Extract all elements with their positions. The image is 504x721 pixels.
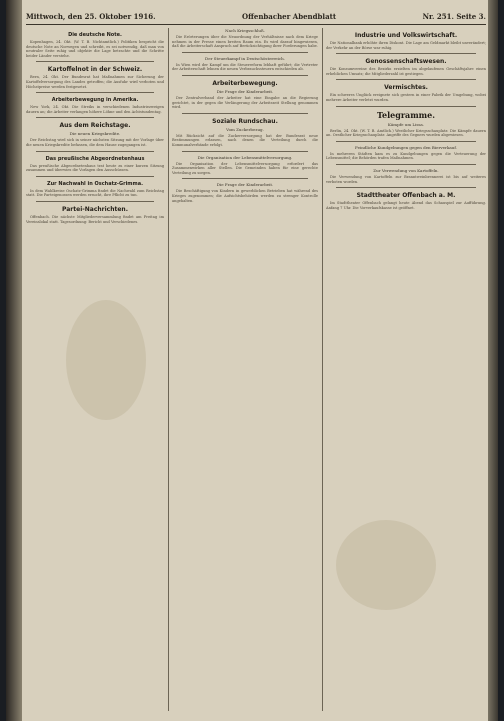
header-rule <box>26 24 486 25</box>
article-subheading: Die neuen Kriegskredite. <box>69 131 121 137</box>
column-2 <box>172 28 318 713</box>
article-heading: Genossenschaftswesen. <box>365 58 447 66</box>
page-header <box>26 8 486 24</box>
article-text: In Wien wird der Kampf um die Steuerreform lebhaft geführt; die Vertreter der Arbeiterschaft lehnen die neuen Verbrauchssteuern entschieden ab. <box>172 62 318 72</box>
article-heading: Aus dem Reichstage. <box>59 122 131 130</box>
column-1 <box>26 28 164 713</box>
article-heading: Telegramme. <box>376 109 436 120</box>
article-text: In dem Wahlkreise Oschatz-Grimma findet die Nachwahl zum Reichstag statt. Die Parteigenossen werden ersucht, ihre Pflicht zu tun. <box>26 188 164 198</box>
article-subheading: Kämpfe um Lissa. <box>387 121 425 127</box>
article-heading: Vermischtes. <box>384 84 428 92</box>
header-date: Mittwoch, den 25. Oktober 1916. <box>26 11 156 21</box>
article-text: Im Stadttheater Offenbach gelangt heute Abend das Schauspiel zur Aufführung. Anfang 7 Uhr. Die Vorverkaufskasse ist geöffnet. <box>326 201 486 210</box>
article-text: Die Verwendung von Kartoffeln zur Branntweinbrennerei ist bis auf weiteres verboten worden. <box>326 174 486 184</box>
article-heading: Partei-Nachrichten. <box>62 205 128 213</box>
column-divider <box>322 28 323 711</box>
article-subheading: Die Frage der Kinderarbeit. <box>216 88 274 94</box>
article-subheading: Zur Verwendung von Kartoffeln. <box>373 167 439 173</box>
article-heading: Kartoffelnot in der Schweiz. <box>47 66 143 74</box>
article-subheading: Feindliche Kundgebungen gegen den Bierverkauf. <box>355 144 457 150</box>
article-heading: Die deutsche Note. <box>68 32 122 38</box>
article-heading: Arbeiterbewegung. <box>212 79 278 87</box>
article-subheading: Der Steuerkampf in Deutschösterreich. <box>205 55 285 61</box>
article-text: Die Nationalbank erhöhte ihren Diskont. Die Lage am Geldmarkt bleibt unverändert; der Verkehr an der Börse war ruhig. <box>326 41 486 50</box>
newspaper-page <box>6 0 498 721</box>
article-text: Die Konsumvereine des Bezirks erzielten im abgelaufenen Geschäftsjahre einen erheblichen Umsatz; die Mitgliederzahl ist gestiegen. <box>326 67 486 76</box>
article-text: Die Beschäftigung von Kindern in gewerblichen Betrieben hat während des Krieges zugenommen; die Aufsichtsbehörden werden zu strenger Kontrolle angehalten. <box>172 189 318 203</box>
article-heading: Arbeiterbewegung in Amerika. <box>51 97 139 104</box>
header-title: Offenbacher Abendblatt <box>242 11 337 21</box>
article-text: Berlin, 24. Okt. (W. T. B. Amtlich.) Westlicher Kriegsschauplatz: Die Kämpfe dauern an. Oestlicher Kriegsschauplatz: Angriffe des Gegners wurden abgewiesen. <box>326 128 486 138</box>
article-subheading: Nach Kriegsschluß. <box>225 28 265 33</box>
article-text: Ein schweres Unglück ereignete sich gestern in einer Fabrik der Umgebung, wobei mehrere Arbeiter verletzt wurden. <box>326 93 486 102</box>
article-text: Offenbach. Die nächste Mitgliederversammlung findet am Freitag im Vereinslokal statt. Tagesordnung: Bericht und Verschiedenes. <box>26 214 164 224</box>
article-heading: Soziale Rundschau. <box>212 117 278 125</box>
article-text: Mit Rücksicht auf die Zuckerversorgung hat der Bundesrat neue Bestimmungen erlassen, nach denen die Verteilung durch die Kommunalverbände erfolgt. <box>172 133 318 147</box>
column-divider <box>168 28 169 711</box>
article-subheading: Die Organisation der Lebensmittelversorgung. <box>197 154 293 160</box>
article-subheading: Die Frage der Kinderarbeit. <box>216 182 274 188</box>
article-heading: Stadttheater Offenbach a. M. <box>356 192 456 200</box>
article-heading: Das preußische Abgeordnetenhaus <box>45 155 145 162</box>
article-text: Der Reichstag wird sich in seiner nächsten Sitzung mit der Vorlage über die neuen Kriegskredite befassen, die dem Hause zugegangen ist. <box>26 138 164 147</box>
header-page-number: Nr. 251. Seite 3. <box>422 11 486 21</box>
article-text: Das preußische Abgeordnetenhaus trat heute zu einer kurzen Sitzung zusammen und überwies die Vorlagen den Ausschüssen. <box>26 163 164 173</box>
article-text: New York, 24. Okt. Die Streiks in verschiedenen Industriezweigen dauern an; die Arbeiter verlangen höhere Löhne und den Achtstundentag. <box>26 105 164 114</box>
binding-edge-right <box>488 0 498 721</box>
binding-edge-left <box>6 0 22 721</box>
article-text: Bern, 24. Okt. Der Bundesrat hat Maßnahmen zur Sicherung der Kartoffelversorgung des Landes getroffen; die Ausfuhr wird verboten und Höchstpreise werden festgesetzt. <box>26 75 164 89</box>
column-3 <box>326 28 486 713</box>
article-text: Kopenhagen, 24. Okt. (W. T. B. Nichtamtlich.) Politiken bespricht die deutsche Note an Norwegen und schreibt, es sei notwendig, daß man von neutraler Seite ruhig und objektiv die Lage betrachte und die Schritte beider Länder verstehe. <box>26 40 164 58</box>
article-text: Die Erörterungen über die Neuordnung der Verhältnisse nach dem Kriege nehmen in der Presse einen breiten Raum ein. Es wird darauf hingewiesen, daß die Arbeiterschaft Anspruch auf Berücksichtigung ihrer Forderungen habe. <box>172 35 318 49</box>
article-text: In mehreren Städten kam es zu Kundgebungen gegen die Verteuerung der Lebensmittel; die Behörden trafen Maßnahmen. <box>326 151 486 161</box>
article-subheading: Vom Zuckerbezug. <box>226 126 264 132</box>
article-heading: Zur Nachwahl in Oschatz-Grimma. <box>47 180 143 187</box>
article-text: Die Organisation der Lebensmittelversorgung erfordert das Zusammenwirken aller Stellen. Die Gemeinden haben für eine gerechte Verteilung zu sorgen. <box>172 161 318 175</box>
article-heading: Industrie und Volkswirtschaft. <box>354 32 458 39</box>
article-text: Der Zentralverband der Arbeiter hat eine Eingabe an die Regierung gerichtet, in der gegen die Verlängerung der Arbeitszeit Stellung genommen wird. <box>172 95 318 110</box>
